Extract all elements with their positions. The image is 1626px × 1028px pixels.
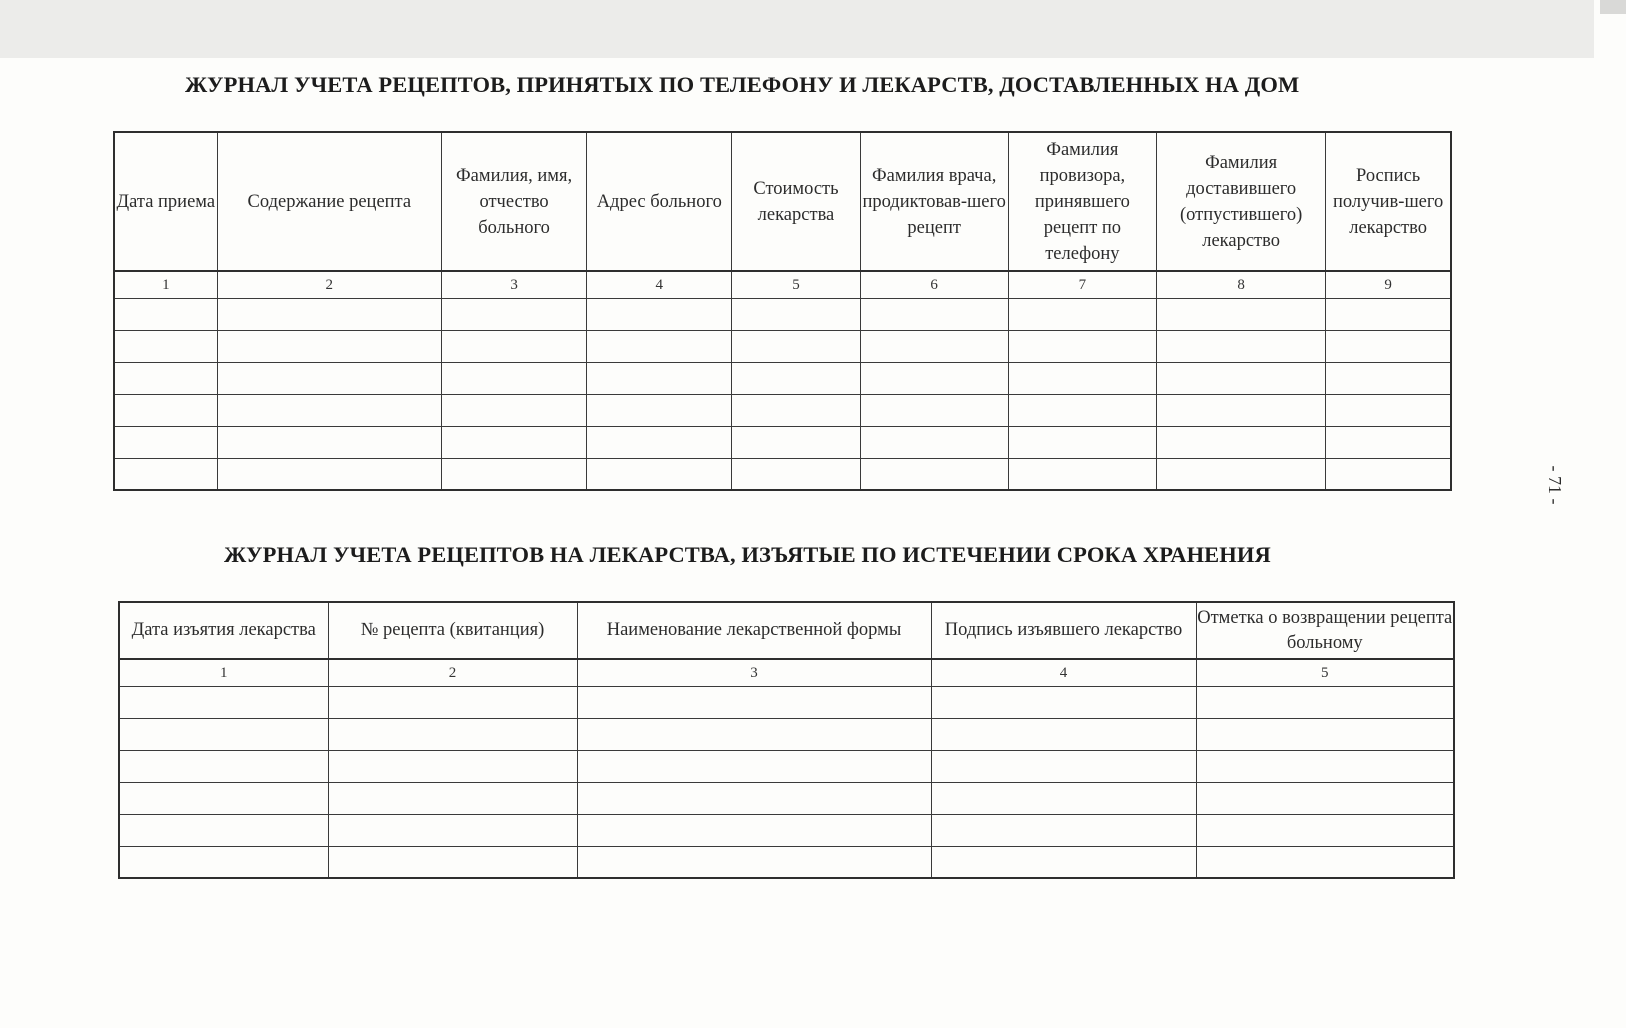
empty-cell bbox=[587, 330, 732, 362]
empty-cell bbox=[441, 426, 586, 458]
empty-cell bbox=[119, 686, 328, 718]
empty-cell bbox=[1157, 362, 1326, 394]
empty-cell bbox=[119, 782, 328, 814]
column-number: 9 bbox=[1326, 271, 1451, 298]
scan-corner-edge bbox=[1600, 0, 1626, 14]
empty-cell bbox=[114, 458, 217, 490]
empty-cell bbox=[441, 458, 586, 490]
column-header: Адрес больного bbox=[587, 132, 732, 271]
empty-cell bbox=[931, 814, 1196, 846]
journal-title-phone-prescriptions: ЖУРНАЛ УЧЕТА РЕЦЕПТОВ, ПРИНЯТЫХ ПО ТЕЛЕФОНУ И ЛЕКАРСТВ, ДОСТАВЛЕННЫХ НА ДОМ bbox=[185, 72, 1300, 97]
table-row bbox=[119, 750, 1454, 782]
empty-cell bbox=[1008, 298, 1156, 330]
empty-cell bbox=[217, 362, 441, 394]
empty-cell bbox=[1326, 458, 1451, 490]
column-number: 6 bbox=[860, 271, 1008, 298]
column-header: Содержание рецепта bbox=[217, 132, 441, 271]
empty-cell bbox=[732, 458, 860, 490]
empty-cell bbox=[217, 330, 441, 362]
empty-cell bbox=[217, 298, 441, 330]
empty-cell bbox=[1008, 362, 1156, 394]
empty-cell bbox=[119, 846, 328, 878]
empty-cell bbox=[577, 814, 931, 846]
empty-cell bbox=[1196, 846, 1454, 878]
column-number: 7 bbox=[1008, 271, 1156, 298]
empty-cell bbox=[1196, 814, 1454, 846]
empty-cell bbox=[931, 846, 1196, 878]
empty-cell bbox=[1157, 458, 1326, 490]
empty-cell bbox=[1008, 394, 1156, 426]
column-header: Фамилия провизора, принявшего рецепт по телефону bbox=[1008, 132, 1156, 271]
empty-cell bbox=[114, 330, 217, 362]
empty-cell bbox=[441, 330, 586, 362]
empty-cell bbox=[1157, 426, 1326, 458]
table-row bbox=[119, 782, 1454, 814]
column-header: Дата приема bbox=[114, 132, 217, 271]
journal-title-expired-prescriptions: ЖУРНАЛ УЧЕТА РЕЦЕПТОВ НА ЛЕКАРСТВА, ИЗЪЯТЫЕ ПО ИСТЕЧЕНИИ СРОКА ХРАНЕНИЯ bbox=[224, 542, 1271, 567]
empty-cell bbox=[931, 782, 1196, 814]
column-header: Фамилия доставившего (отпустившего) лекарство bbox=[1157, 132, 1326, 271]
empty-cell bbox=[328, 750, 577, 782]
empty-cell bbox=[732, 362, 860, 394]
empty-cell bbox=[860, 298, 1008, 330]
empty-cell bbox=[1326, 362, 1451, 394]
empty-cell bbox=[1196, 686, 1454, 718]
column-header: № рецепта (квитанция) bbox=[328, 602, 577, 659]
empty-cell bbox=[931, 718, 1196, 750]
table-row bbox=[114, 298, 1451, 330]
empty-cell bbox=[587, 426, 732, 458]
expired-prescriptions-table bbox=[118, 601, 1455, 879]
empty-cell bbox=[860, 330, 1008, 362]
table-row bbox=[114, 362, 1451, 394]
column-number: 5 bbox=[1196, 659, 1454, 686]
column-number-row bbox=[114, 271, 1451, 298]
empty-cell bbox=[328, 686, 577, 718]
empty-cell bbox=[328, 814, 577, 846]
column-header: Роспись получив-шего лекарство bbox=[1326, 132, 1451, 271]
table-row bbox=[114, 394, 1451, 426]
column-header: Фамилия врача, продиктовав-шего рецепт bbox=[860, 132, 1008, 271]
empty-cell bbox=[931, 750, 1196, 782]
empty-cell bbox=[328, 782, 577, 814]
empty-cell bbox=[577, 686, 931, 718]
empty-cell bbox=[119, 814, 328, 846]
column-number: 1 bbox=[114, 271, 217, 298]
empty-cell bbox=[217, 426, 441, 458]
empty-cell bbox=[1326, 330, 1451, 362]
table-row bbox=[114, 330, 1451, 362]
empty-cell bbox=[1326, 298, 1451, 330]
empty-cell bbox=[860, 394, 1008, 426]
table-row bbox=[119, 718, 1454, 750]
column-number: 2 bbox=[217, 271, 441, 298]
empty-cell bbox=[587, 298, 732, 330]
empty-cell bbox=[328, 846, 577, 878]
column-number: 8 bbox=[1157, 271, 1326, 298]
empty-cell bbox=[732, 426, 860, 458]
empty-cell bbox=[441, 394, 586, 426]
table-header-row bbox=[119, 602, 1454, 659]
column-number: 5 bbox=[732, 271, 860, 298]
empty-cell bbox=[114, 362, 217, 394]
empty-cell bbox=[441, 362, 586, 394]
empty-cell bbox=[441, 298, 586, 330]
empty-cell bbox=[1157, 394, 1326, 426]
table-row bbox=[119, 686, 1454, 718]
column-header: Фамилия, имя, отчество больного bbox=[441, 132, 586, 271]
empty-cell bbox=[587, 458, 732, 490]
scan-top-edge bbox=[0, 0, 1594, 58]
column-number: 1 bbox=[119, 659, 328, 686]
page-number: - 71 - bbox=[1545, 465, 1565, 505]
column-number: 4 bbox=[587, 271, 732, 298]
empty-cell bbox=[1157, 298, 1326, 330]
table-row bbox=[119, 846, 1454, 878]
table-header-row bbox=[114, 132, 1451, 271]
empty-cell bbox=[860, 458, 1008, 490]
column-number: 3 bbox=[577, 659, 931, 686]
empty-cell bbox=[577, 782, 931, 814]
empty-cell bbox=[577, 750, 931, 782]
empty-cell bbox=[732, 330, 860, 362]
empty-cell bbox=[119, 750, 328, 782]
empty-cell bbox=[328, 718, 577, 750]
column-header: Стоимость лекарства bbox=[732, 132, 860, 271]
empty-cell bbox=[1196, 782, 1454, 814]
column-number: 3 bbox=[441, 271, 586, 298]
empty-cell bbox=[732, 394, 860, 426]
column-header: Наименование лекарственной формы bbox=[577, 602, 931, 659]
column-header: Отметка о возвращении рецепта больному bbox=[1196, 602, 1454, 659]
empty-cell bbox=[1157, 330, 1326, 362]
empty-cell bbox=[577, 846, 931, 878]
column-number: 4 bbox=[931, 659, 1196, 686]
empty-cell bbox=[1196, 750, 1454, 782]
empty-cell bbox=[577, 718, 931, 750]
empty-cell bbox=[114, 426, 217, 458]
empty-cell bbox=[1326, 426, 1451, 458]
empty-cell bbox=[860, 362, 1008, 394]
empty-cell bbox=[119, 718, 328, 750]
empty-cell bbox=[931, 686, 1196, 718]
empty-cell bbox=[1008, 426, 1156, 458]
column-number-row bbox=[119, 659, 1454, 686]
empty-cell bbox=[114, 394, 217, 426]
empty-cell bbox=[1008, 458, 1156, 490]
empty-cell bbox=[1196, 718, 1454, 750]
empty-cell bbox=[114, 298, 217, 330]
column-number: 2 bbox=[328, 659, 577, 686]
phone-prescriptions-table bbox=[113, 131, 1452, 491]
table-row bbox=[114, 458, 1451, 490]
table-row bbox=[119, 814, 1454, 846]
empty-cell bbox=[1008, 330, 1156, 362]
empty-cell bbox=[860, 426, 1008, 458]
empty-cell bbox=[1326, 394, 1451, 426]
column-header: Подпись изъявшего лекарство bbox=[931, 602, 1196, 659]
empty-cell bbox=[732, 298, 860, 330]
empty-cell bbox=[587, 362, 732, 394]
empty-cell bbox=[217, 458, 441, 490]
table-row bbox=[114, 426, 1451, 458]
empty-cell bbox=[217, 394, 441, 426]
column-header: Дата изъятия лекарства bbox=[119, 602, 328, 659]
empty-cell bbox=[587, 394, 732, 426]
